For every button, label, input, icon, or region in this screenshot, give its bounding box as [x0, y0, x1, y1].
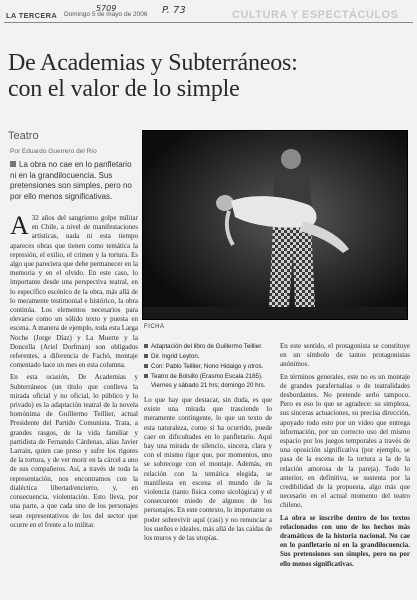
headline [8, 50, 413, 102]
body-column-1 [10, 214, 138, 600]
body-column-3 [280, 342, 410, 600]
handwritten-page-note: P. 73 [162, 5, 186, 16]
byline: Por Eduardo Guerrero del Río [10, 148, 97, 155]
fact-sheet [144, 342, 274, 391]
headline-line-1: De Academias y Subterráneos: [8, 50, 298, 76]
body-paragraph: Lo que hay que destacar, sin duda, es que existe una mirada que trasciende lo meramente contingente, lo que un texto de esta naturaleza, como sí ha ocurrido, puede caer en dificultades en lo panfletario. Aquí hay una mirada de silencio, sincera, clara y con el mismo rigor que, por momentos, uno se sobrecoge con el montaje. Además, en relación con la temática elegida, se manifiesta en escena el mundo de la violencia (tanto física como sicológica) y el consecuente miedo de algunos de los personajes. En este contexto, lo importante es poder sobrevivir aquí (casi) y no renunciar a los sueños e ideales, más allá de las caídas de los muros y de las utopías. [144, 396, 272, 543]
section-tag: Teatro [8, 130, 39, 142]
masthead-rule [4, 22, 413, 23]
body-paragraph [10, 214, 138, 370]
masthead [4, 6, 413, 22]
bleed-through-heading: CULTURA Y ESPECTÁCULOS [232, 9, 399, 21]
publication-date: Domingo 5 de mayo de 2006 [64, 11, 148, 18]
article-photo [142, 130, 408, 320]
photo-caption: FICHA [144, 324, 165, 330]
drop-cap: A [10, 214, 29, 240]
fact-sheet-item: Teatro de Bolsillo (Erasmo Escala 2185). Viernes y sábado 21 hrs; domingo 20 hrs. [144, 372, 274, 390]
lead-bullet-icon [10, 161, 16, 167]
fact-sheet-item: Con: Pablo Teillier, Nono Hidalgo y otros. [144, 362, 274, 371]
body-paragraph: La obra se inscribe dentro de los textos relacionados con uno de los hechos más dramáticos de la historia nacional. No cae en lo panfletario ni en la grandilocuencia. Sus pretensiones son simples, pero no por ello menos significativas. [280, 513, 410, 568]
stage-photo-illustration [143, 131, 408, 320]
body-paragraph: En esta ocasión, De Academias y Subterráneos (un título que conlleva la mirada oficial y no oficial, lo público y lo privado) es la adaptación teatral de la novela homónima de Guillermo Teillier, actual Presidente del Partido Comunista. Trata, a grandes rasgos, de la vida familiar y partidista de Fernando Cárdenas, alias Javier Larrain, quien cae preso y sufre los rigores de la tortura, y de ver morir en la cárcel a uno de sus compañeros. Así, a través de toda la representación, nos encontramos con la dialéctica libertad/encierro, y, en consecuencia, violentación. Esto lleva, por una parte, a que cada uno de los personajes sean representativos de los del sector que ocurre en el frente a lo militar. [10, 373, 138, 529]
newspaper-name: LA TERCERA [6, 11, 58, 20]
lead-paragraph [10, 160, 138, 202]
handwritten-note: 5709 [96, 4, 117, 13]
fact-sheet-item: Adaptación del libro de Guillermo Teillier. [144, 342, 274, 351]
body-paragraph: En este sentido, el protagonista se constituye en un símbolo de tantos protagonistas anónimos. [280, 342, 410, 369]
body-column-2 [144, 396, 272, 600]
body-paragraph: En términos generales, este no es un montaje de grandes parafernalias o de teatralidades desbordantes. No pretende serlo tampoco. Pero es eso lo que se agradece: su simpleza, sus sinceras actuaciones, su precisa dirección, apoyado todo esto por un video que entrega información, por un correcto uso del mismo espacio por los juegos temporales a través de una oposición significativa (por ejemplo, se pasa de la escena de la tortura a la de la relación amorosa de la pareja). Todo lo anterior, en definitiva, se sustenta por la credibilidad de la propuesta, algo más que necesario en el actual momento del teatro chileno. [280, 372, 410, 510]
body-text: 32 años del sangriento golpe militar en Chile, a nivel de manifestaciones artísticas, nada ni esta tiempo apareces obras que tienen como temática la represión, el exilio, el crimen y la tortura. Es algo que pareciera que debe permanecer en la memoria y en el olvido. En este caso, lo importante desde una perspectiva teatral, en lo específico escénico de la obra, más allá de lo meramente testimonial e histórico, la obra continúa. Los elementos necesarios para elevarse como un sólido texto y puesta en escena. A manera de ejemplo, toda esta Larga Noche (Jorge Díaz) y La Muerte y la Doncella (Ariel Dorfman) son obligados referentes, a diferencia de Fachó, montaje comentado hace un mes en esta columna. [10, 214, 138, 370]
lead-text: La obra no cae en lo panfletario ni en la grandilocuencia. Sus pretensiones son simples, pero no por ello menos significativas. [10, 160, 132, 201]
headline-line-2: con el valor de lo simple [8, 76, 240, 102]
fact-sheet-item: Dir. Ingrid Leyton. [144, 352, 274, 361]
